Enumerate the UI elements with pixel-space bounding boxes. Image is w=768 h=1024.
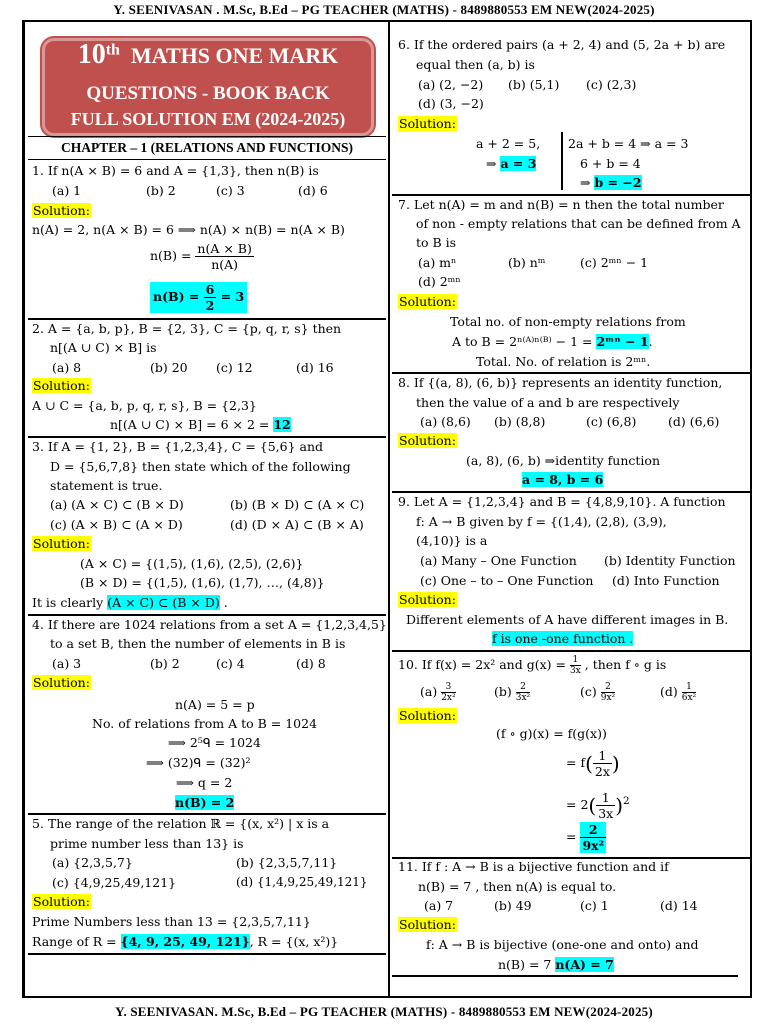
divider: [392, 372, 750, 374]
q6-opt-c: (c) (2,3): [586, 77, 637, 92]
divider: [28, 614, 386, 616]
q6-sol-right-1: 2a + b = 4 ⇒ a = 3: [568, 136, 689, 151]
q8-opt-a: (a) (8,6): [420, 414, 471, 429]
q3-sol-line-1: (A × C) = {(1,5), (1,6), (2,5), (2,6)}: [80, 556, 304, 571]
q9-sol-line-1: Different elements of A have different images in B.: [406, 612, 729, 627]
title-banner: [42, 38, 374, 136]
q10-opt-a: (a) $\frac{3}{\text{2x²}}$: [420, 682, 456, 703]
divider: [392, 491, 750, 493]
q1-sol-line-1: n(A) = 2, n(A × B) = 6 ⟹ n(A) × n(B) = n(A × B): [32, 222, 345, 237]
q3-answer: (A × C) ⊂ (B × D): [107, 595, 220, 610]
chapter-heading: CHAPTER – 1 (RELATIONS AND FUNCTIONS): [28, 136, 386, 160]
q7-answer: 2ᵐⁿ − 1: [596, 334, 649, 349]
q9-stem-1: 9. Let A = {1,2,3,4} and B = {4,8,9,10}. A function: [398, 494, 726, 509]
q6-opt-b: (b) (5,1): [508, 77, 560, 92]
q6-stem-1: 6. If the ordered pairs (a + 2, 4) and (5, 2a + b) are: [398, 37, 726, 52]
q7-opt-d: (d) 2ᵐⁿ: [418, 274, 461, 289]
q2-sol-line-2: n[(A ∪ C) × B] = 6 × 2 = 12: [110, 417, 291, 432]
q3-opt-b: (b) (B × D) ⊂ (A × C): [230, 497, 365, 512]
q2-answer: 12: [273, 417, 291, 432]
title-line-1: 10th MATHS ONE MARK: [77, 39, 339, 70]
q7-opt-c: (c) 2ᵐⁿ − 1: [580, 255, 649, 270]
q3-opt-a: (a) (A × C) ⊂ (B × D): [50, 497, 184, 512]
q11-stem-1: 11. If f : A → B is a bijective function and if: [398, 859, 669, 874]
q1-stem: 1. If n(A × B) = 6 and A = {1,3}, then n(B) is: [32, 163, 319, 178]
q5-opt-a: (a) {2,3,5,7}: [52, 855, 133, 870]
divider: [392, 194, 750, 196]
q9-opt-b: (b) Identity Function: [604, 553, 736, 568]
q10-opt-b: (b) $\frac{2}{\text{3x²}}$: [494, 682, 531, 703]
q11-sol-line-2: n(B) = 7 n(A) = 7: [498, 957, 614, 972]
q10-opt-d: (d) $\frac{1}{\text{6x²}}$: [660, 682, 697, 703]
q4-sol-line-2: No. of relations from A to B = 1024: [92, 716, 318, 731]
q4-opt-d: (d) 8: [296, 656, 326, 671]
q2-opt-c: (c) 12: [216, 360, 253, 375]
q6-sol-left-2: ⇒ a = 3: [486, 156, 537, 171]
q3-sol-line-2: (B × D) = {(1,5), (1,6), (1,7), …, (4,8)}: [80, 575, 325, 590]
q4-stem-2: to a set B, then the number of elements in B is: [50, 636, 346, 651]
divider: [28, 813, 386, 815]
q11-opt-d: (d) 14: [660, 898, 698, 913]
q5-opt-c: (c) {4,9,25,49,121}: [52, 875, 177, 890]
q5-opt-d: (d) {1,4,9,25,49,121}: [236, 875, 368, 889]
q1-opt-c: (c) 3: [216, 183, 245, 198]
q11-sol-line-1: f: A → B is bijective (one-one and onto) and: [426, 937, 699, 952]
q8-solution-label: Solution:: [399, 433, 456, 448]
q1-opt-b: (b) 2: [146, 183, 176, 198]
q2-sol-line-1: A ∪ C = {a, b, p, q, r, s}, B = {2,3}: [32, 398, 257, 413]
q10-stem: 10. If f(x) = 2x² and g(x) = $\frac{1}{3x}$ , then f ∘ g is: [398, 655, 667, 676]
divider: [28, 953, 386, 955]
q7-sol-line-3: Total. No. of relation is 2ᵐⁿ.: [476, 354, 651, 369]
q7-stem-1: 7. Let n(A) = m and n(B) = n then the total number: [398, 197, 724, 212]
q7-opt-a: (a) mⁿ: [418, 255, 457, 270]
divider: [28, 318, 386, 320]
title-line-2: QUESTIONS - BOOK BACK: [86, 83, 330, 104]
q8-opt-d: (d) (6,6): [668, 414, 720, 429]
page-footer: Y. SEENIVASAN. M.Sc, B.Ed – PG TEACHER (MATHS) - 8489880553 EM NEW(2024-2025): [115, 1004, 653, 1019]
q11-solution-label: Solution:: [399, 917, 456, 932]
q5-solution-label: Solution:: [33, 894, 90, 909]
q6-answer-b: b = −2: [594, 175, 642, 190]
q2-opt-a: (a) 8: [52, 360, 82, 375]
q1-sol-line-2: n(B) = $\frac{n(A \times B)}{n(A)}$: [150, 241, 252, 272]
q3-opt-c: (c) (A × B) ⊂ (A × D): [50, 517, 183, 532]
q6-answer-a: a = 3: [500, 156, 537, 171]
q9-opt-a: (a) Many – One Function: [420, 553, 577, 568]
column-divider: [388, 22, 390, 996]
q3-solution-label: Solution:: [33, 536, 90, 551]
q11-opt-b: (b) 49: [494, 898, 532, 913]
divider: [392, 650, 750, 652]
q10-sol-line-3: = 2( $\frac{1}{3x}$ )$^2$: [566, 790, 630, 821]
q3-sol-line-3: It is clearly (A × C) ⊂ (B × D) .: [32, 595, 228, 610]
q11-stem-2: n(B) = 7 , then n(A) is equal to.: [418, 879, 617, 894]
q11-opt-a: (a) 7: [424, 898, 454, 913]
title-line-3: FULL SOLUTION EM (2024-2025): [70, 109, 346, 129]
q10-sol-line-1: (f ∘ g)(x) = f(g(x)): [496, 726, 607, 741]
q4-sol-line-1: n(A) = 5 = p: [175, 697, 255, 712]
q4-sol-line-3: ⟹ 2⁵ᑫ = 1024: [168, 735, 261, 750]
q1-opt-a: (a) 1: [52, 183, 82, 198]
q10-sol-line-2: = f( $\frac{1}{2x}$ ): [566, 748, 620, 779]
q5-sol-line-2: Range of R = {4, 9, 25, 49, 121}, R = {(x, x²)}: [32, 934, 339, 949]
q1-solution-label: Solution:: [33, 203, 90, 218]
divider: [28, 436, 386, 438]
q2-solution-label: Solution:: [33, 378, 90, 393]
q8-stem-2: then the value of a and b are respectively: [416, 395, 680, 410]
q1-opt-d: (d) 6: [298, 183, 328, 198]
q7-sol-line-2: A to B = 2ⁿ⁽ᴬ⁾ⁿ⁽ᴮ⁾ − 1 = 2ᵐⁿ − 1.: [452, 334, 653, 349]
q5-stem-1: 5. The range of the relation ℝ = {(x, x²) | x is a: [32, 816, 330, 831]
q5-opt-b: (b) {2,3,5,7,11}: [236, 855, 338, 870]
q10-solution-label: Solution:: [399, 708, 456, 723]
q4-sol-line-4: ⟹ (32)ᑫ = (32)²: [146, 755, 251, 770]
q10-opt-c: (c) $\frac{2}{\text{9x²}}$: [580, 682, 616, 703]
q5-answer: {4, 9, 25, 49, 121}: [120, 934, 250, 949]
q5-stem-2: prime number less than 13} is: [50, 836, 244, 851]
q6-opt-a: (a) (2, −2): [418, 77, 484, 92]
q8-stem-1: 8. If {(a, 8), (6, b)} represents an identity function,: [398, 375, 723, 390]
q5-sol-line-1: Prime Numbers less than 13 = {2,3,5,7,11}: [32, 914, 311, 929]
q9-stem-3: (4,10)} is a: [416, 533, 488, 548]
q4-opt-b: (b) 2: [150, 656, 180, 671]
q4-solution-label: Solution:: [33, 675, 90, 690]
q7-sol-line-1: Total no. of non-empty relations from: [450, 314, 686, 329]
q6-solution-label: Solution:: [399, 116, 456, 131]
q3-opt-d: (d) (D × A) ⊂ (B × A): [230, 517, 364, 532]
q6-sol-left-1: a + 2 = 5,: [476, 136, 541, 151]
q4-stem-1: 4. If there are 1024 relations from a set A = {1,2,3,4,5}: [32, 617, 387, 632]
q7-opt-b: (b) nᵐ: [508, 255, 546, 270]
q11-opt-c: (c) 1: [580, 898, 609, 913]
q6-opt-d: (d) (3, −2): [418, 96, 484, 111]
q6-sol-divider: [561, 132, 563, 190]
q6-sol-right-2: 6 + b = 4: [580, 156, 641, 171]
q8-opt-b: (b) (8,8): [494, 414, 546, 429]
q9-stem-2: f: A → B given by f = {(1,4), (2,8), (3,9),: [416, 514, 667, 529]
q8-sol-line-1: (a, 8), (6, b) ⇒identity function: [466, 453, 661, 468]
q1-answer: n(B) = $\frac{6}{2}$ = 3: [150, 282, 247, 313]
q2-stem-1: 2. A = {a, b, p}, B = {2, 3}, C = {p, q, r, s} then: [32, 321, 342, 336]
q2-opt-d: (d) 16: [296, 360, 334, 375]
q10-answer: = $\frac{2}{\text{9x²}}$: [566, 822, 605, 853]
q11-answer: n(A) = 7: [555, 957, 614, 972]
q2-stem-2: n[(A ∪ C) × B] is: [50, 340, 157, 355]
q4-opt-c: (c) 4: [216, 656, 245, 671]
q4-sol-line-5: ⟹ q = 2: [176, 775, 233, 790]
q6-sol-right-3: ⇒ b = −2: [580, 175, 642, 190]
q9-opt-c: (c) One – to – One Function: [420, 573, 594, 588]
q8-answer: a = 8, b = 6: [522, 472, 604, 487]
q2-opt-b: (b) 20: [150, 360, 188, 375]
q9-answer: f is one -one function .: [492, 631, 634, 646]
q4-answer: n(B) = 2: [175, 795, 235, 810]
q3-stem-2: D = {5,6,7,8} then state which of the following: [50, 459, 351, 474]
q3-stem-3: statement is true.: [50, 478, 163, 493]
q9-opt-d: (d) Into Function: [612, 573, 720, 588]
divider: [392, 975, 738, 977]
page-header: Y. SEENIVASAN . M.Sc, B.Ed – PG TEACHER (MATHS) - 8489880553 EM NEW(2024-2025): [113, 2, 655, 17]
q9-solution-label: Solution:: [399, 592, 456, 607]
q7-stem-3: to B is: [416, 235, 457, 250]
q4-opt-a: (a) 3: [52, 656, 82, 671]
q7-solution-label: Solution:: [399, 294, 456, 309]
q3-stem-1: 3. If A = {1, 2}, B = {1,2,3,4}, C = {5,6} and: [32, 439, 324, 454]
q6-stem-2: equal then (a, b) is: [416, 57, 535, 72]
q8-opt-c: (c) (6,8): [586, 414, 637, 429]
q7-stem-2: of non - empty relations that can be defined from A: [416, 216, 741, 231]
